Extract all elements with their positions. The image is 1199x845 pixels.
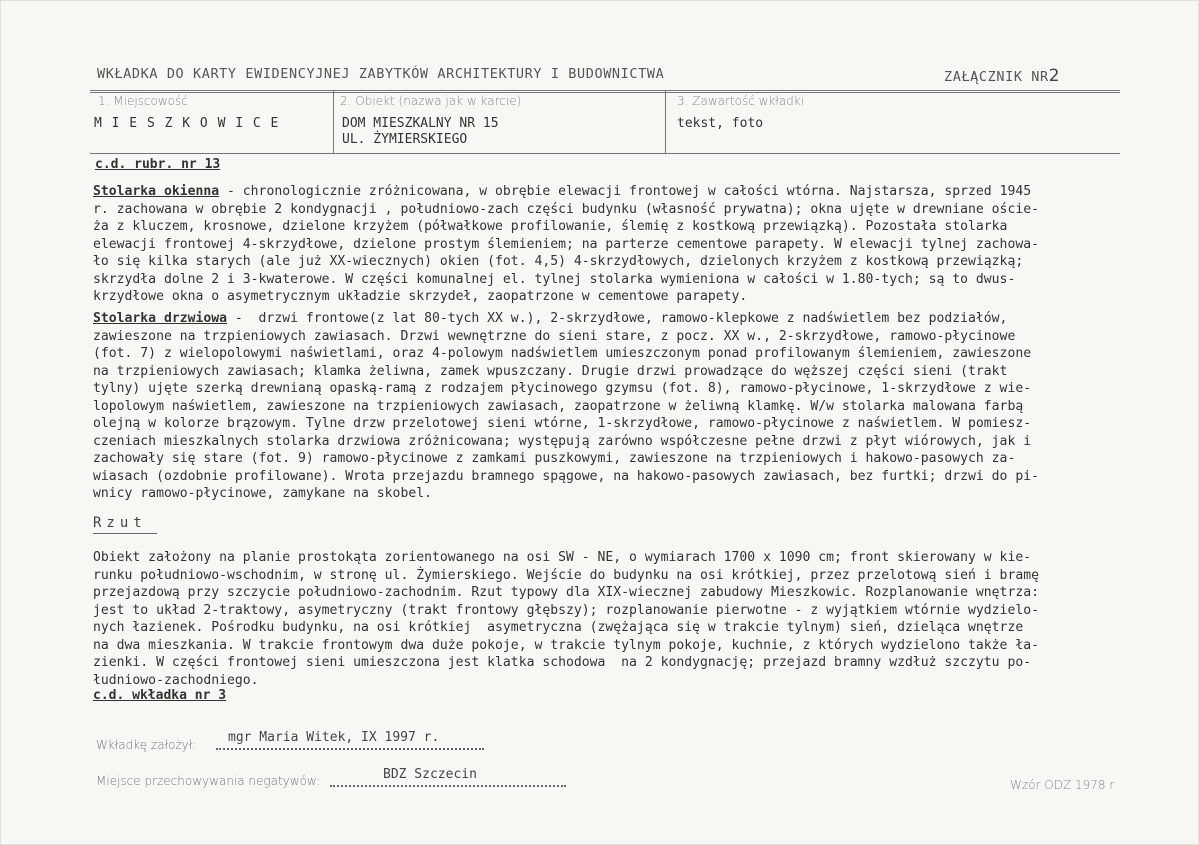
author-value: mgr Maria Witek, IX 1997 r. [228,730,440,745]
door-line: tylny) ujęte szerką drewnianą opaską-ramą z rodzajem płycinowego gzymsu (fot. 8), ramowo-płycinowe, 1-skrzydłowe z wie- [93,381,1032,396]
plan-line: łudniowo-zachodniego. [93,672,259,688]
table-top-line-2 [90,92,1120,93]
window-joinery-paragraph [93,183,1123,306]
continuation-insert-heading: c.d. wkładka nr 3 [93,688,227,703]
field-object-value-line2: UL. ŻYMIERSKIEGO [342,132,468,147]
table-divider-2 [665,91,666,154]
plan-line: przejazdową przy szczycie południowo-zachodnim. Rzut typowy dla XIX-wiecznej zabudowy Mieszkowic. Rozplanowanie wnętrza: [93,585,1039,600]
door-joinery-heading: Stolarka drzwiowa [93,311,228,326]
card-title: WKŁADKA DO KARTY EWIDENCYJNEJ ZABYTKÓW ARCHITEKTURY I BUDOWNICTWA [97,66,665,82]
field-locality-value: M I E S Z K O W I C E [94,116,280,131]
plan-line: na dwa mieszkania. W trakcie frontowym dwa duże pokoje, w trakcie tylnym pokoje, kuchnie, z których wydzielono także ła- [93,637,1039,653]
storage-label: Miejsce przechowywania negatywów: [96,774,321,788]
window-line: ło się kilka starych (ale już XX-wiecznych) okien (fot. 4,5) 4-skrzydłowych, dzielonych krzyżem z kostkową przewiązką; [93,254,1024,269]
window-line: r. zachowana w obrębie 2 kondygnacji , południowo-zach części budynku (własność prywatna); okna ujęte w drewniane oście- [93,201,1039,217]
window-line: skrzydła dolne 2 i 3-kwaterowe. W części komunalnej el. tylnej stolarka wymieniona w całości w 1.80-tych; są to dwus- [93,271,1016,287]
door-line: - drzwi frontowe(z lat 80-tych XX w.), 2-skrzydłowe, ramowo-klepkowe z nadświetlem bez podziałów, [227,311,1008,326]
field-content-label: 3. Zawartość wkładki [677,94,805,108]
window-line: ża z kluczem, krosnowe, dzielone krzyżem (półwałkowe profilowanie, ślemię z kostkową przewiązką). Pozostała stolarka [93,219,1008,234]
window-line: - chronologicznie zróżnicowana, w obrębie elewacji frontowej w całości wtórna. Najstarsza, sprzed 1945 [219,184,1032,199]
plan-line: runku południowo-wschodnim, w stronę ul. Żymierskiego. Wejście do budynku na osi krótkiej, przez przelotową sień i bramę [93,567,1039,583]
field-object-value-line1: DOM MIESZKALNY NR 15 [342,116,499,131]
window-line: elewacji frontowej 4-skrzydłowe, dzielone prostym ślemieniem; na parterze cementowe parapety. W elewacji tylnej zachowa- [93,236,1039,252]
annex-marker [944,66,1060,86]
field-locality-label: 1. Miejscowość [98,94,188,108]
author-dotted-line [216,748,484,750]
storage-dotted-line [330,785,566,787]
table-bottom-line [90,153,1120,154]
plan-line: zienki. W części frontowej sieni umieszczona jest klatka schodowa na 2 kondygnację; przejazd bramny wzdłuż szczytu po- [93,655,1032,670]
door-line: (fot. 7) z wielopolowymi naświetlami, oraz 4-polowym nadświetlem umieszczonym ponad profilowanym ślemieniem, zawieszone [93,346,1032,361]
plan-line: jest to układ 2-traktowy, asymetryczny (trakt frontowy głębszy); rozplanowanie pierwotne - z wyjątkiem wtórnie wydzielo- [93,602,1039,618]
table-top-line [90,90,1120,91]
door-line: olejną w kolorze brązowym. Tylne drzw przelotowej sieni wtórne, 1-skrzydłowe, ramowo-płycinowe z naświetlem. W pomiesz- [93,416,1032,431]
continuation-heading: c.d. rubr. nr 13 [95,157,221,172]
floor-plan-paragraph [93,549,1123,689]
floor-plan-heading: Rzut [93,515,147,531]
door-line: na trzpieniowych zawiasach; klamka żeliwna, zamek wpuszczany. Drugie drzwi prowadzące do węższej części sieni (trakt [93,363,1008,379]
window-line: krzydłowe okna o asymetrycznym układzie skrzydeł, zaopatrzone w cementowe parapety. [93,289,748,304]
field-content-value: tekst, foto [677,116,764,131]
plan-line: nych łazienek. Pośrodku budynku, na osi krótkiej asymetryczna (zwężająca się w trakcie tylnym) sień, dzieląca wnętrze [93,620,1024,635]
author-label: Wkładkę założył: [96,738,197,752]
storage-value: BDZ Szczecin [383,767,477,782]
field-object-label: 2. Obiekt (nazwa jak w karcie) [340,94,522,108]
door-joinery-paragraph [93,310,1123,503]
annex-number: 2 [1048,66,1061,86]
door-line: zachowały się stare (fot. 9) ramowo-płycinowe z zamkami puszkowymi, zawieszone na trzpieniowych i hakowo-pasowych za- [93,451,1016,466]
window-joinery-heading: Stolarka okienna [93,184,220,199]
plan-line: Obiekt założony na planie prostokąta zorientowanego na osi SW - NE, o wymiarach 1700 x 1090 cm; front skierowany w kie- [93,550,1032,565]
floor-plan-heading-underline [93,533,157,534]
door-line: lopolowym naświetlem, zawieszone na trzpieniowych zawiasach, zaopatrzone w żeliwną klamkę. W/w stolarka malowana farbą [93,398,1024,414]
door-line: zawieszone na trzpieniowych zawiasach. Drzwi wewnętrzne do sieni stare, z pocz. XX w., 2-skrzydłowe, ramowo-płycinowe [93,328,1016,344]
door-line: czeniach mieszkalnych stolarka drzwiowa zróżnicowana; występują zarówno współczesne pełne drzwi z płyt wiórowych, jak i [93,433,1032,449]
template-mark: Wzór ODZ 1978 r [1010,778,1115,792]
table-divider-1 [333,91,334,154]
annex-label: ZAŁĄCZNIK NR [944,69,1049,85]
door-line: wiasach (ozdobnie profilowane). Wrota przejazdu bramnego spągowe, na hakowo-pasowych zawiasach, bez furtki; drzwi do pi- [93,468,1039,484]
door-line: wnicy ramowo-płycinowe, zamykane na skobel. [93,486,432,501]
